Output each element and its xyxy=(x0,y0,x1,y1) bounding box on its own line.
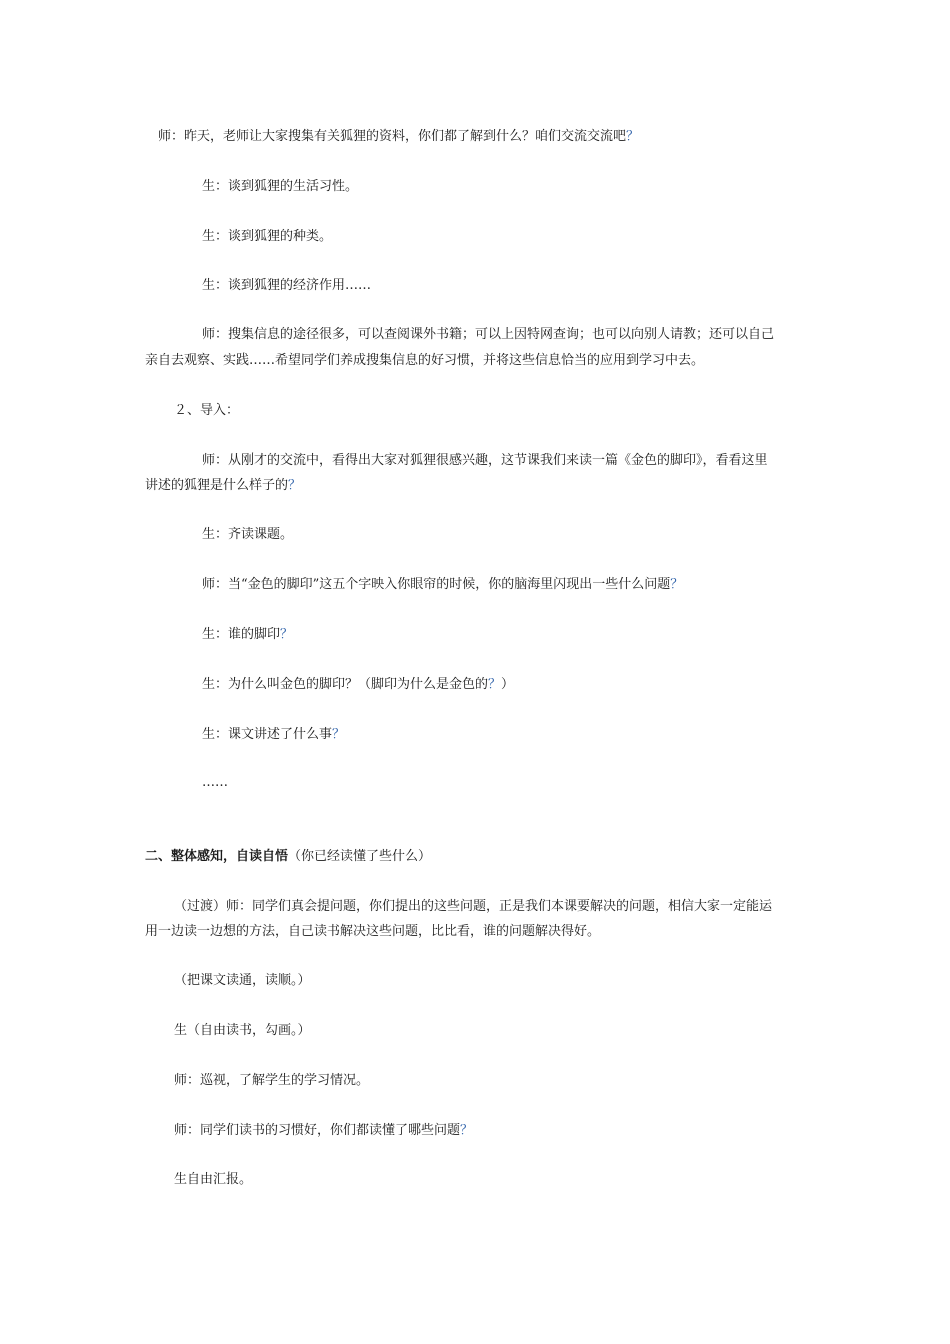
question-mark: ？ xyxy=(670,577,684,592)
paragraph-read-through: （把课文读通，读顺。） xyxy=(174,973,311,988)
question-mark: ？ xyxy=(332,727,346,742)
paragraph-teacher-question xyxy=(158,128,639,146)
paragraph-teacher-summary-line2: 亲自去观察、实践……希望同学们养成搜集信息的好习惯，并将这些信息恰当的应用到学习中去。 xyxy=(145,353,705,368)
question-mark: ？ xyxy=(280,627,294,642)
paragraph-teacher-intro-line2 xyxy=(145,477,301,495)
text: 师：当“金色的脚印”这五个字映入你眼帘的时候，你的脑海里闪现出一些什么问题 xyxy=(202,577,671,592)
question-mark: ？ xyxy=(460,1123,474,1138)
paragraph-teacher-ask xyxy=(174,1122,473,1140)
paragraph-student-question-3 xyxy=(202,726,345,744)
paragraph-transition-line1: （过渡）师：同学们真会提问题，你们提出的这些问题，正是我们本课要解决的问题，相信大家一定能运 xyxy=(174,899,773,914)
paragraph-student-question-1 xyxy=(202,626,293,644)
paragraph-student-question-2 xyxy=(202,676,514,694)
heading-bold-text: 二、整体感知，自读自悟 xyxy=(145,849,289,864)
text: 师：同学们读书的习惯好，你们都读懂了哪些问题 xyxy=(174,1123,461,1138)
paragraph-student-answer-2: 生：谈到狐狸的种类。 xyxy=(202,229,333,244)
paragraph-student-self-read: 生（自由读书，勾画。） xyxy=(174,1023,311,1038)
text: 生：课文讲述了什么事 xyxy=(202,727,333,742)
paragraph-student-answer-1: 生：谈到狐狸的生活习性。 xyxy=(202,179,359,194)
heading-normal-text: （你已经读懂了些什么） xyxy=(288,849,432,864)
section-heading-2 xyxy=(145,848,431,866)
paragraph-teacher-summary-line1: 师：搜集信息的途径很多，可以查阅课外书籍；可以上因特网查询；也可以向别人请教；还可以自己 xyxy=(202,327,775,342)
text: 讲述的狐狸是什么样子的 xyxy=(145,478,289,493)
text: 生：为什么叫金色的脚印？（脚印为什么是金色的 xyxy=(202,677,489,692)
text-tail: ） xyxy=(501,677,515,692)
paragraph-student-read-title: 生：齐读课题。 xyxy=(202,527,294,542)
paragraph-student-report: 生自由汇报。 xyxy=(174,1172,253,1187)
paragraph-teacher-prompt xyxy=(202,576,683,594)
text: 师：昨天，老师让大家搜集有关狐狸的资料，你们都了解到什么？咱们交流交流吧 xyxy=(158,129,627,144)
ellipsis: …… xyxy=(202,775,228,790)
question-mark: ？ xyxy=(626,129,640,144)
text: 生：谁的脚印 xyxy=(202,627,281,642)
section-heading-intro: ２、导入： xyxy=(174,403,240,418)
paragraph-teacher-intro-line1: 师：从刚才的交流中，看得出大家对狐狸很感兴趣，这节课我们来读一篇《金色的脚印》，看看这里 xyxy=(202,453,768,468)
paragraph-teacher-patrol: 师：巡视，了解学生的学习情况。 xyxy=(174,1073,370,1088)
question-mark: ？ xyxy=(488,677,502,692)
paragraph-student-answer-3: 生：谈到狐狸的经济作用…… xyxy=(202,278,372,293)
question-mark: ？ xyxy=(288,478,302,493)
paragraph-transition-line2: 用一边读一边想的方法，自己读书解决这些问题，比比看，谁的问题解决得好。 xyxy=(145,924,601,939)
